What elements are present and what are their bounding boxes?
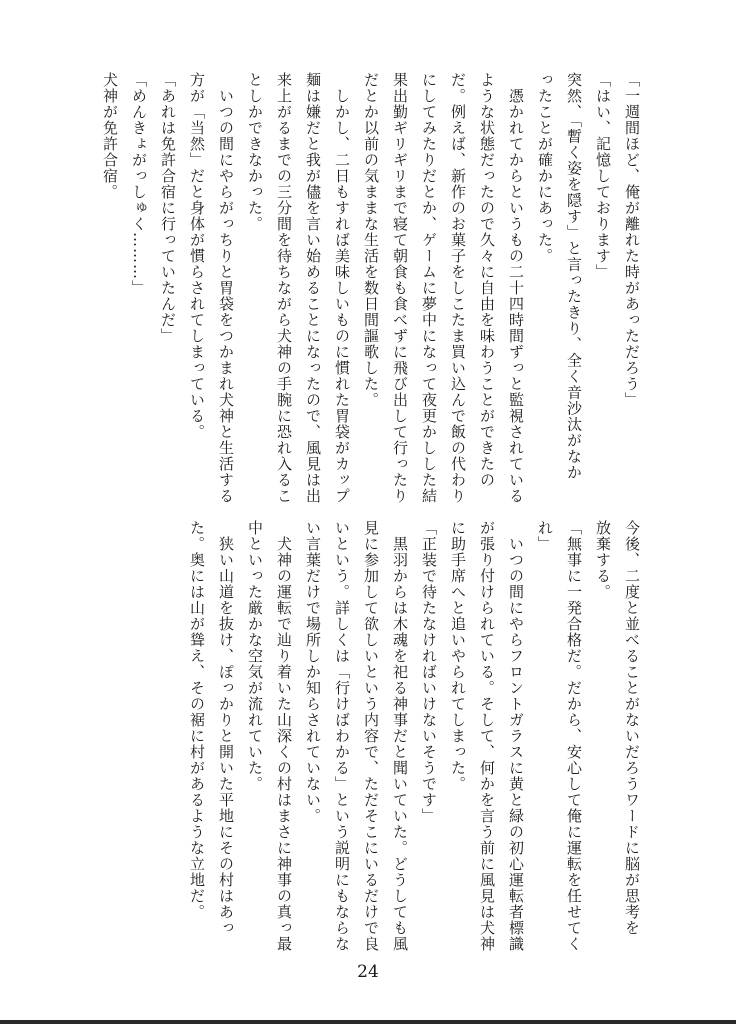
text-line: 方が「当然」だと身体が慣らされてしまっている。 bbox=[188, 72, 206, 440]
page-number: 24 bbox=[357, 962, 379, 982]
text-line: 「正装で待たなければいけないそうです」 bbox=[420, 520, 438, 824]
text-line: 今後、二度と並べることがないだろうワードに脳が思考を bbox=[623, 520, 641, 936]
upper-text-block bbox=[101, 72, 646, 504]
text-line: 憑かれてからというもの二十四時間ずっと監視されている bbox=[507, 72, 525, 504]
bottom-rule bbox=[0, 1020, 736, 1024]
text-line: 「一週間ほど、俺が離れた時があっただろう」 bbox=[623, 72, 641, 408]
text-line: い言葉だけで場所しか知らされていない。 bbox=[304, 520, 322, 824]
text-line: にしてみたりだとか、ゲームに夢中になって夜更かしした結 bbox=[420, 72, 438, 504]
text-line: 犬神の運転で辿り着いた山深くの村はまさに神事の真っ最 bbox=[275, 520, 293, 952]
text-line: としかできなかった。 bbox=[246, 72, 264, 232]
text-line: だとか以前の気ままな生活を数日間謳歌した。 bbox=[362, 72, 380, 408]
text-line: いつの間にやらがっちりと胃袋をつかまれ犬神と生活する bbox=[217, 72, 235, 504]
text-line: 狭い山道を抜け、ぽっかりと開いた平地にその村はあっ bbox=[217, 520, 235, 936]
text-line: が張り付けられている。そして、何かを言う前に風見は犬神 bbox=[478, 520, 496, 952]
text-line: 「あれは免許合宿に行っていたんだ」 bbox=[159, 72, 177, 344]
text-line: だ。例えば、新作のお菓子をしこたま買い込んで飯の代わり bbox=[449, 72, 467, 504]
lower-text-block bbox=[106, 520, 646, 952]
text-line: いつの間にやらフロントガラスに黄と緑の初心運転者標識 bbox=[507, 520, 525, 952]
text-line: に助手席へと追いやられてしまった。 bbox=[449, 520, 467, 792]
text-line: 犬神が免許合宿。 bbox=[101, 72, 119, 200]
text-line: 突然、「暫く姿を隠す」と言ったきり、全く音沙汰がなか bbox=[565, 72, 583, 481]
text-line: 「はい、記憶しております」 bbox=[594, 72, 612, 280]
text-line: 「めんきょがっしゅく………」 bbox=[130, 72, 148, 296]
text-line: 果出勤ギリギリまで寝て朝食も食べずに飛び出して行ったり bbox=[391, 72, 409, 504]
text-line: 「無事に一発合格だ。だから、安心して俺に運転を任せてく bbox=[565, 520, 583, 952]
text-line: いという。詳しくは「行けばわかる」という説明にもならな bbox=[333, 520, 351, 952]
text-line: しかし、二日もすれば美味しいものに慣れた胃袋がカップ bbox=[333, 72, 351, 504]
text-line: た。奥には山が聳え、その裾に村があるような立地だ。 bbox=[188, 520, 206, 920]
text-line: ような状態だったので久々に自由を味わうことができたの bbox=[478, 72, 496, 488]
text-line: 麺は嫌だと我が儘を言い始めることになったので、風見は出 bbox=[304, 72, 322, 504]
text-line: ったことが確かにあった。 bbox=[536, 72, 554, 264]
text-line: れ」 bbox=[536, 520, 554, 552]
text-line: 来上がるまでの三分間を待ちながら犬神の手腕に恐れ入るこ bbox=[275, 72, 293, 504]
text-line: 黒羽からは木魂を祀る神事だと聞いていた。どうしても風 bbox=[391, 520, 409, 952]
text-line: 放棄する。 bbox=[594, 520, 612, 600]
text-line: 中といった厳かな空気が流れていた。 bbox=[246, 520, 264, 792]
text-line: 見に参加して欲しいという内容で、ただそこにいるだけで良 bbox=[362, 520, 380, 952]
